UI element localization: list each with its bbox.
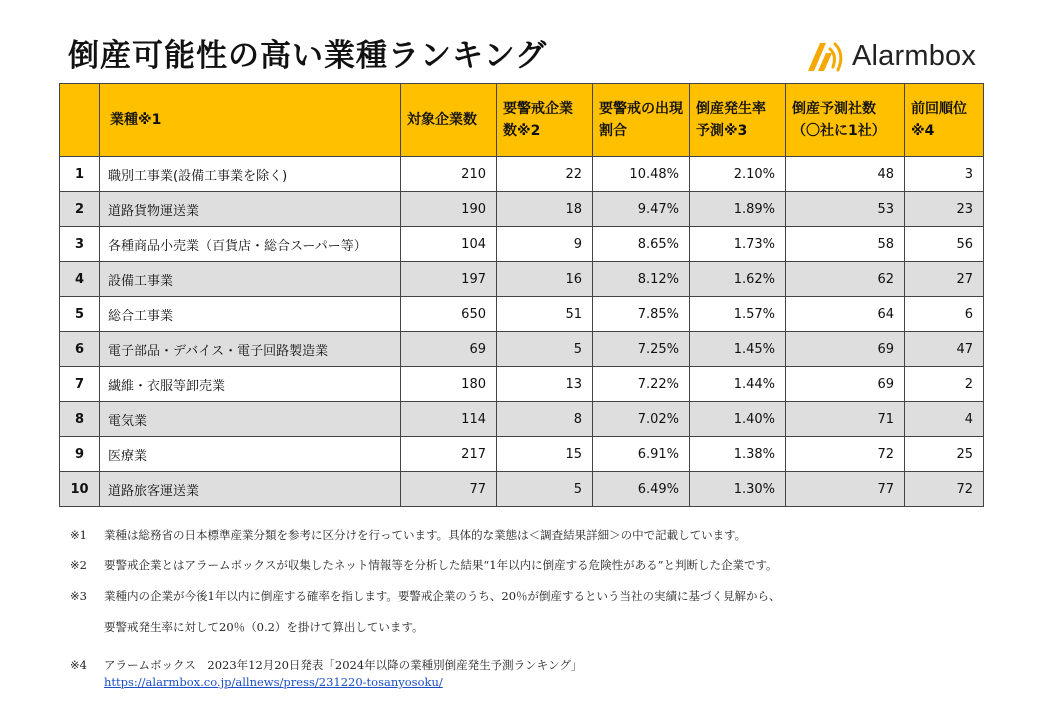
bankruptcy-rate-cell: 1.62% xyxy=(690,262,786,297)
alert-count-cell: 51 xyxy=(497,297,593,332)
footnote-1 xyxy=(70,527,746,543)
alert-rate-cell: 7.02% xyxy=(593,402,690,437)
companies-cell: 217 xyxy=(401,437,497,472)
companies-cell: 104 xyxy=(401,227,497,262)
header-alert-count: 要警戒企業数※2 xyxy=(497,84,593,157)
alert-count-cell: 16 xyxy=(497,262,593,297)
bankruptcy-rate-cell: 1.40% xyxy=(690,402,786,437)
alert-count-cell: 15 xyxy=(497,437,593,472)
predicted-cell: 53 xyxy=(786,192,905,227)
companies-cell: 69 xyxy=(401,332,497,367)
rank-cell: 3 xyxy=(60,227,100,262)
predicted-cell: 69 xyxy=(786,367,905,402)
header-companies: 対象企業数 xyxy=(401,84,497,157)
alarmbox-logo-icon xyxy=(806,39,846,73)
footnote-4 xyxy=(70,657,582,673)
alert-count-cell: 22 xyxy=(497,157,593,192)
header-alert-rate: 要警戒の出現割合 xyxy=(593,84,690,157)
prev-rank-cell: 72 xyxy=(905,472,984,507)
prev-rank-cell: 47 xyxy=(905,332,984,367)
prev-rank-cell: 56 xyxy=(905,227,984,262)
header-bankruptcy-rate: 倒産発生率予測※3 xyxy=(690,84,786,157)
header-rank xyxy=(60,84,100,157)
footnote-text: アラームボックス 2023年12月20日発表「2024年以降の業種別倒産発生予測ランキング」 xyxy=(104,658,583,672)
alert-rate-cell: 8.12% xyxy=(593,262,690,297)
prev-rank-cell: 23 xyxy=(905,192,984,227)
alert-count-cell: 13 xyxy=(497,367,593,402)
rank-cell: 8 xyxy=(60,402,100,437)
rank-cell: 2 xyxy=(60,192,100,227)
predicted-cell: 69 xyxy=(786,332,905,367)
source-link[interactable]: https://alarmbox.co.jp/allnews/press/231220-tosanyosoku/ xyxy=(104,675,443,689)
footnote-text: 要警戒企業とはアラームボックスが収集したネット情報等を分析した結果“1年以内に倒産する危険性がある”と判断した企業です。 xyxy=(104,558,778,572)
alert-count-cell: 8 xyxy=(497,402,593,437)
bankruptcy-rate-cell: 1.45% xyxy=(690,332,786,367)
predicted-cell: 71 xyxy=(786,402,905,437)
bankruptcy-rate-cell: 1.73% xyxy=(690,227,786,262)
rank-cell: 5 xyxy=(60,297,100,332)
table-row xyxy=(60,157,984,192)
table-row xyxy=(60,262,984,297)
prev-rank-cell: 3 xyxy=(905,157,984,192)
industry-cell: 総合工事業 xyxy=(100,297,401,332)
table-row xyxy=(60,192,984,227)
bankruptcy-rate-cell: 2.10% xyxy=(690,157,786,192)
rank-cell: 10 xyxy=(60,472,100,507)
industry-cell: 繊維・衣服等卸売業 xyxy=(100,367,401,402)
companies-cell: 650 xyxy=(401,297,497,332)
alert-rate-cell: 6.91% xyxy=(593,437,690,472)
bankruptcy-rate-cell: 1.38% xyxy=(690,437,786,472)
table-row xyxy=(60,297,984,332)
footnote-text: 業種は総務省の日本標準産業分類を参考に区分けを行っています。具体的な業態は＜調査結果詳細＞の中で記載しています。 xyxy=(104,528,747,542)
prev-rank-cell: 25 xyxy=(905,437,984,472)
alert-count-cell: 18 xyxy=(497,192,593,227)
alert-rate-cell: 7.25% xyxy=(593,332,690,367)
industry-cell: 各種商品小売業（百貨店・総合スーパー等） xyxy=(100,227,401,262)
industry-cell: 医療業 xyxy=(100,437,401,472)
rank-cell: 9 xyxy=(60,437,100,472)
prev-rank-cell: 4 xyxy=(905,402,984,437)
alert-rate-cell: 8.65% xyxy=(593,227,690,262)
companies-cell: 77 xyxy=(401,472,497,507)
table-row xyxy=(60,437,984,472)
companies-cell: 190 xyxy=(401,192,497,227)
table-row xyxy=(60,367,984,402)
predicted-cell: 72 xyxy=(786,437,905,472)
table-row xyxy=(60,402,984,437)
bankruptcy-rate-cell: 1.57% xyxy=(690,297,786,332)
table-header-row xyxy=(60,84,984,157)
footnote-3 xyxy=(70,588,781,604)
table-row xyxy=(60,472,984,507)
brand-logo xyxy=(806,38,976,74)
header-predicted: 倒産予測社数（〇社に1社） xyxy=(786,84,905,157)
bankruptcy-rate-cell: 1.30% xyxy=(690,472,786,507)
prev-rank-cell: 27 xyxy=(905,262,984,297)
prev-rank-cell: 6 xyxy=(905,297,984,332)
header-industry: 業種※1 xyxy=(100,84,401,157)
brand-name: Alarmbox xyxy=(852,39,977,72)
footnote-mark: ※1 xyxy=(70,528,87,542)
industry-cell: 電子部品・デバイス・電子回路製造業 xyxy=(100,332,401,367)
footnote-4-link-line xyxy=(70,675,443,689)
predicted-cell: 62 xyxy=(786,262,905,297)
rank-cell: 4 xyxy=(60,262,100,297)
rank-cell: 7 xyxy=(60,367,100,402)
footnote-mark: ※4 xyxy=(70,658,87,672)
rank-cell: 1 xyxy=(60,157,100,192)
alert-rate-cell: 9.47% xyxy=(593,192,690,227)
alert-count-cell: 9 xyxy=(497,227,593,262)
predicted-cell: 64 xyxy=(786,297,905,332)
companies-cell: 197 xyxy=(401,262,497,297)
ranking-table xyxy=(59,83,984,507)
companies-cell: 180 xyxy=(401,367,497,402)
industry-cell: 道路貨物運送業 xyxy=(100,192,401,227)
alert-count-cell: 5 xyxy=(497,472,593,507)
header-prev-rank: 前回順位※4 xyxy=(905,84,984,157)
alert-rate-cell: 10.48% xyxy=(593,157,690,192)
industry-cell: 電気業 xyxy=(100,402,401,437)
prev-rank-cell: 2 xyxy=(905,367,984,402)
footnote-2 xyxy=(70,557,778,573)
alert-count-cell: 5 xyxy=(497,332,593,367)
alert-rate-cell: 7.22% xyxy=(593,367,690,402)
footnote-text: 業種内の企業が今後1年以内に倒産する確率を指します。要警戒企業のうち、20％が倒産するという当社の実績に基づく見解から、 xyxy=(104,589,781,603)
predicted-cell: 58 xyxy=(786,227,905,262)
companies-cell: 210 xyxy=(401,157,497,192)
table-row xyxy=(60,227,984,262)
industry-cell: 職別工事業(設備工事業を除く) xyxy=(100,157,401,192)
bankruptcy-rate-cell: 1.89% xyxy=(690,192,786,227)
footnote-3-continued xyxy=(70,619,424,635)
industry-cell: 道路旅客運送業 xyxy=(100,472,401,507)
bankruptcy-rate-cell: 1.44% xyxy=(690,367,786,402)
table-row xyxy=(60,332,984,367)
predicted-cell: 48 xyxy=(786,157,905,192)
rank-cell: 6 xyxy=(60,332,100,367)
alert-rate-cell: 6.49% xyxy=(593,472,690,507)
page-title: 倒産可能性の高い業種ランキング xyxy=(68,38,548,74)
companies-cell: 114 xyxy=(401,402,497,437)
footnote-mark: ※2 xyxy=(70,558,87,572)
footnote-text: 要警戒発生率に対して20％（0.2）を掛けて算出しています。 xyxy=(104,620,424,634)
footnote-mark: ※3 xyxy=(70,589,87,603)
industry-cell: 設備工事業 xyxy=(100,262,401,297)
predicted-cell: 77 xyxy=(786,472,905,507)
alert-rate-cell: 7.85% xyxy=(593,297,690,332)
